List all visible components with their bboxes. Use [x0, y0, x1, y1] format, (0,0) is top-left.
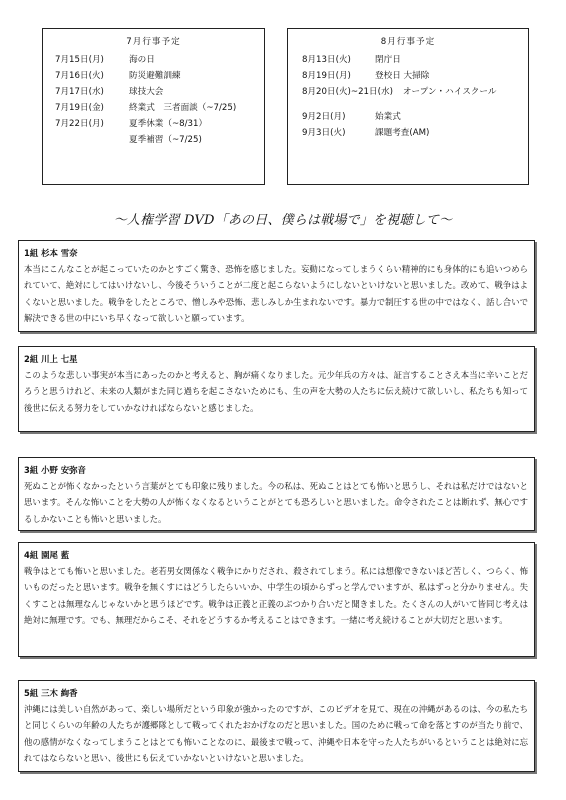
schedule-row — [288, 85, 528, 101]
schedule-event: 閉庁日 — [375, 55, 401, 66]
schedule-event: 海の日 — [129, 55, 155, 66]
schedule-event: 終業式 三者面談（~7/25) — [129, 103, 237, 114]
reflection-text: 沖縄には美しい自然があって、楽しい場所だという印象が強かったのですが、このビデオを見て、現在の沖縄があるのは、今の私たちと同じくらいの年齢の人たちが護郷隊として戦ってくれたおかげなのだと思いました。国のために戦って命を落とすのが当たり前で、他の感情がなくなってしまうことはとても怖いことなのに、最後まで戦って、沖縄や日本を守った人たちがいるということは絶対に忘れてはならないと思い、後世にも伝えていかないといけないと思いました。 — [24, 704, 528, 763]
schedule-row — [288, 53, 528, 69]
schedule-date: 8月20日(火)~21日(水) — [302, 87, 393, 98]
schedule-row — [43, 53, 264, 69]
reflection-entry — [18, 680, 535, 772]
reflection-text: 死ぬことが怖くなかったという言葉がとても印象に残りました。今の私は、死ぬことはとても怖いと思うし、それは私だけではないと思います。そんな怖いことを大勢の人が怖くなくなるということがとても恐ろしいと思いました。命令されたことは断れず、無心でするしかないことも怖いと思いました。 — [24, 481, 528, 524]
schedule-date: 8月19日(月) — [302, 71, 351, 82]
schedule-gap — [288, 101, 528, 110]
july-schedule-title: 7月行事予定 — [126, 37, 181, 47]
august-schedule-title: 8月行事予定 — [380, 37, 436, 47]
student-name: 4組 園尾 藍 — [24, 550, 70, 560]
schedule-event: 夏季補習（~7/25) — [129, 135, 202, 146]
reflection-text: 本当にこんなことが起こっていたのかとすごく驚き、恐怖を感じました。妄動になってしまうくらい精神的にも身体的にも追いつめられていて、絶対にしてはいけないし、今後そういうことが二度と起こらないようにしないといけないと思いました。改めて、戦争はよくないと思いました。戦争をしたところで、憎しみや恐怖、悲しみしか生まれないです。暴力で制圧する世の中ではなく、話し合いで解決できる世の中にいち早くなって欲しいと願っています。 — [24, 264, 528, 323]
student-name: 3組 小野 安弥音 — [24, 465, 86, 475]
august-schedule-box — [287, 28, 529, 185]
schedule-event: 始業式 — [375, 112, 401, 123]
schedule-row — [288, 110, 528, 126]
reflection-text: このような悲しい事実が本当にあったのかと考えると、胸が痛くなりました。元少年兵の方々は、証言することさえ本当に辛いことだろうと思うけれど、未来の人類がまた同じ過ちを起こさないためにも、生の声を大勢の人たちに伝え続けて欲しいし、私たちも知って後世に伝える努力をしていかなければならないと感じました。 — [24, 370, 528, 413]
schedule-date: 8月13日(火) — [302, 55, 351, 66]
schedule-row — [288, 126, 528, 142]
july-schedule-box — [42, 28, 265, 185]
schedule-date: 7月17日(水) — [55, 87, 104, 98]
reflection-entry — [18, 457, 535, 531]
schedule-date: 7月15日(月) — [55, 55, 104, 66]
reflection-entry — [18, 240, 535, 332]
student-name: 2組 川上 七星 — [24, 354, 78, 364]
schedule-event: オープン・ハイスクール — [402, 87, 497, 98]
schedule-event: 夏季休業（~8/31） — [129, 119, 208, 130]
schedule-row — [43, 101, 264, 117]
student-name: 1組 杉本 雪奈 — [24, 248, 78, 258]
schedule-date: 7月16日(火) — [55, 71, 104, 82]
reflection-entry — [18, 542, 535, 657]
student-name: 5組 三木 絢香 — [24, 688, 78, 698]
schedule-row — [43, 117, 264, 133]
schedule-date: 9月2日(月) — [302, 112, 346, 123]
reflection-entry — [18, 346, 535, 432]
schedule-row — [288, 69, 528, 85]
section-heading: ～人権学習 DVD「あの日、僕らは戦場で」を視聴して～ — [113, 213, 453, 228]
schedule-date: 7月22日(月) — [55, 119, 104, 130]
schedule-row — [43, 85, 264, 101]
schedule-event: 登校日 大掃除 — [375, 71, 430, 82]
schedule-event: 球技大会 — [129, 87, 164, 98]
schedule-row — [43, 133, 264, 149]
schedule-row — [43, 69, 264, 85]
schedule-event: 課題考査(AM) — [375, 128, 430, 139]
schedule-event: 防災避難訓練 — [129, 71, 181, 82]
reflection-text: 戦争はとても怖いと思いました。老若男女関係なく戦争にかりだされ、殺されてしまう。私には想像できないほど苦しく、つらく、怖いものだったと思います。戦争を無くすにはどうしたらいいか、中学生の頃からずっと学んでいますが、私はずっと分かりません。失くすことは無理なんじゃないかと思うほどです。戦争は正義と正義のぶつかり合いだと聞きました。たくさんの人がいて皆同じ考えは絶対に無理です。でも、無理だからこそ、それをどうするか考えることはできます。一緒に考え続けることが大切だと思います。 — [24, 566, 528, 625]
schedule-date: 9月3日(火) — [302, 128, 346, 139]
schedule-date: 7月19日(金) — [55, 103, 104, 114]
